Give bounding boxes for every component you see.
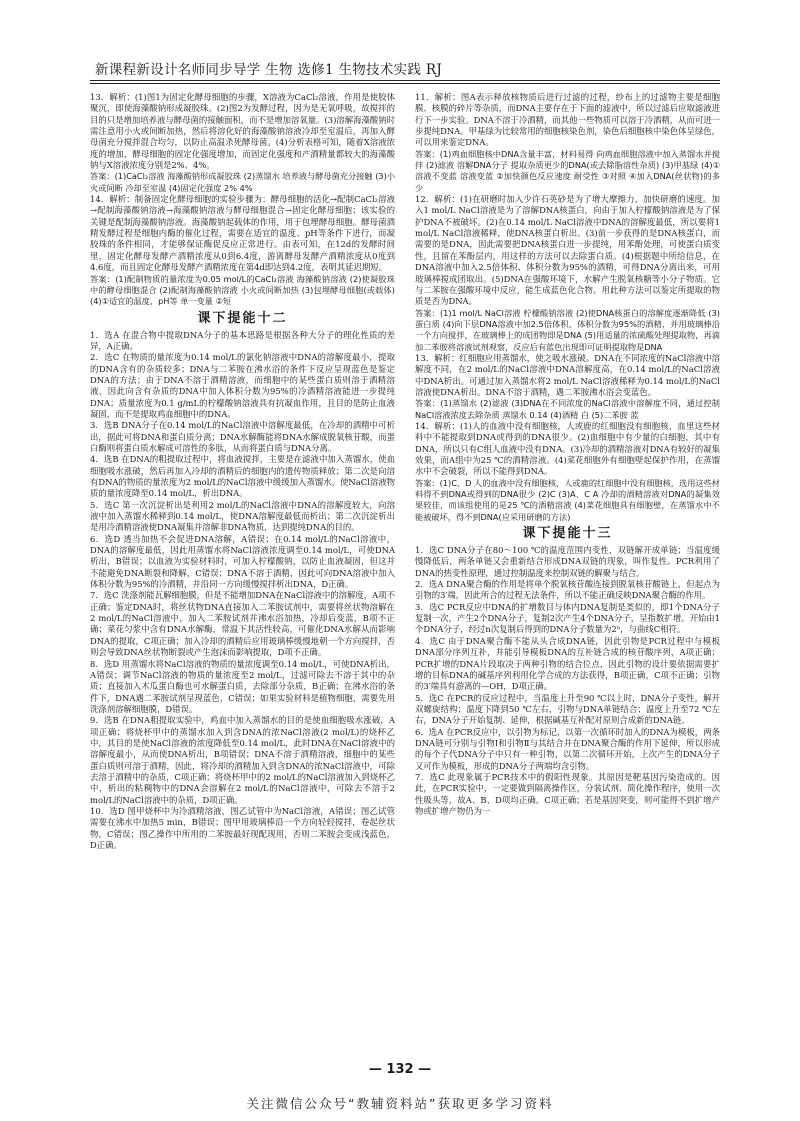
answer-paragraph: 答案：(1)CaCl₂溶液 海藻酸钠形成凝胶珠 (2)蒸馏水 培养液与酵母菌充分接触 (3)小火或间断 冷却至室温 (4)固定化强度 2% 4% [90, 171, 395, 193]
explanation-paragraph: 6．选A 在PCR反应中，以引物为标记，以第一次循环时加入的DNA为模板，两条DNA链可分别与引物Ⅰ和引物Ⅱ与其结合并在DNA聚合酶的作用下延伸，所以形成的每个子代DNA分子中只有一种引物，以第二次循环开始，上次产生的DNA分子又可作为模板，形成的DNA分子两端均含引物。 [415, 726, 720, 771]
explanation-paragraph: 6．选D 透当加热不会促进DNA溶解，A错误；在0.14 mol/L的NaCl溶液中，DNA的溶解度最低，因此用蒸馏水将NaCl溶液浓度调至0.14 mol/L，可使DNA析出，B错误；以血液为实验材料时，可加入柠檬酸钠，以防止血液凝固，但这并不能避免DNA断裂和降解，C错误；DNA不溶于酒精，因此可向DNA溶液中加入体积分数为95%的冷酒精，并沿同一方向缓慢搅拌析出DNA，D正确。 [90, 533, 395, 590]
header-rule-top [90, 80, 720, 81]
explanation-paragraph: 5．选C 在PCR的反应过程中，当温度上升至90 ℃以上时，DNA分子变性，解开双螺旋结构；温度下降到50 ℃左右，引物与DNA单链结合；温度上升至72 ℃左右，DNA分子开始复制、延伸，根据碱基互补配对原则合成新的DNA链。 [415, 692, 720, 726]
footer-note: 关注微信公众号“教辅资料站”获取更多学习资料 [246, 1096, 554, 1111]
running-header: 新课程新设计名师同步导学 生物 选修1 生物技术实践 RJ [95, 62, 443, 78]
explanation-paragraph: 1．选C DNA分子在80～100 ℃的温度范围内变性，双链解开成单链；当温度缓慢降低后，两条单链又会重新结合形成DNA双链的现象，叫作复性。PCR利用了DNA的热变性原理，通过控制温度来控制双链的解聚与结合。 [415, 545, 720, 578]
explanation-paragraph: 14．解析：(1)人的血液中没有细胞核，人或鹿的红细胞没有细胞核，血里这些材料中不能提取到DNA或得到的DNA很少。(2)血细胞中有少量的白细胞，其中有DNA，所以只有C组人血液中没有DNA。(3)冷却的酒精溶液对DNA有较好的凝集效果，而A组中为25 ℃的酒精溶液。(4)菜花细胞外有细胞壁起保护作用，在蒸馏水中不会破裂，所以不能得到DNA。 [415, 420, 720, 477]
explanation-paragraph: 10．选D 图甲烧杯中为冷酒精溶液，图乙试管中为NaCl溶液，A错误；图乙试管需要在沸水中加热5 min，B错误；图甲用玻璃棒沿一个方向轻轻搅拌，卷起丝状物，C错误；图乙操作中所用的二苯胺最好现配现用，否则二苯胺会变成浅蓝色，D正确。 [90, 805, 395, 850]
explanation-paragraph: 4．选C 由于DNA聚合酶不能从头合成DNA链，因此引物是PCR过程中与模板DNA部分序列互补，并能引导模板DNA的互补链合成的核苷酸序列，A项正确；PCR扩增的DNA片段取决于两种引物的结合位点，因此引物的设计要依据需要扩增的目标DNA的碱基序列利用化学合成的方法获得，B项正确，C项不正确；引物的3′端具有游离的—OH，D项正确。 [415, 635, 720, 692]
explanation-paragraph: 4．选B 在DNA的粗提取过程中，将血液搅拌，主要是在滤液中加入蒸馏水，使血细胞吸水涨破，然后再加入冷却的酒精后的细胞内的遗传物质释放；第二次是向溶有DNA的物质的量浓度为2 mol/L的NaCl溶液中缓缓加入蒸馏水，使NaCl溶液物质的量浓度降至0.14 mol/L，析出DNA。 [90, 454, 395, 499]
explanation-paragraph: 13．解析：(1)图1为固定化酵母细胞的步骤，X溶液为CaCl₂溶液，作用是使胶体聚沉，即使海藻酸钠形成凝胶珠。(2)图2为发酵过程，因为是无氧呼吸，故搅拌的目的只是增加培养液与酵母菌的接触面积，而不是增加溶氧量。(3)溶解海藻酸钠时需注意用小火或间断加热，然后将溶化好的海藻酸钠溶液冷却至室温后，再加入酵母菌充分搅拌混合均匀，以防止高温杀死酵母菌。(4)分析表格可知，随着X溶液浓度的增加，酵母细胞的固定化强度增加，而固定化强度和产酒精量都较大的海藻酸钠与X溶液浓度分别是2%、4%。 [90, 92, 395, 171]
explanation-paragraph: 3．选C PCR反应中DNA的扩增数目与体内DNA复制是类似的，即1个DNA分子复制一次，产生2个DNA分子，复制2次产生4个DNA分子，呈指数扩增。开始由1个DNA分子，经过n次复制后得到的DNA分子数量为2ⁿ，与曲线C相符。 [415, 601, 720, 635]
section-heading: 课下提能十三 [522, 526, 613, 542]
explanation-paragraph: 12．解析：(1)在研磨时加入少许石英砂是为了增大摩擦力，加快研磨的速度。加入1 mol/L NaCl溶液是为了溶解DNA核蛋白，向由于加入柠檬酸钠溶液是为了保护DNA不被破坏。(2)在0.14 mol/L NaCl溶液中DNA的溶解度最低，所以要将1 mol/L NaCl溶液稀释，使DNA核蛋白析出。(3)前一步获得的是DNA核蛋白，而需要的是DNA，因此需要把DNA核蛋白进一步提纯，用苯酚处理，可使蛋白质变性，且留在苯酚层内，用这样的方法可以去除蛋白质。(4)根据题中所给信息，在DNA溶液中加入2.5倍体积、体积分数为95%的酒精，可得DNA分离出来，可用玻璃棒搅成团取出。(5)DNA在强酸环境下，水解产生脱氧核糖等小分子物质。它与二苯胺在强酸环境中反应，能生成蓝色化合物。用此种方法可以鉴定所提取的物质是否为DNA。 [415, 194, 720, 307]
explanation-paragraph: 13．解析：红细胞应用蒸馏水，使之吸水涨破。DNA在不同浓度的NaCl溶液中溶解度不同，在2 mol/L的NaCl溶液中DNA溶解度高，在0.14 mol/L的NaCl溶液中DNA析出。可通过加入蒸馏水将2 mol/L NaCl溶液稀释为0.14 mol/L的NaCl溶液使DNA析出。DNA不溶于酒精，遇二苯胺沸水浴会变蓝色。 [415, 352, 720, 397]
right-column [415, 92, 720, 1092]
page-number: — 132 — [368, 1062, 432, 1077]
explanation-paragraph: 11．解析：图A表示释放核物质后进行过滤的过程，纱布上的过滤物主要是细胞膜、核膜的碎片等杂质，而DNA主要存在于下面的滤液中，所以过滤后应取滤液进行下一步实验。DNA不溶于冷酒精，而其他一些物质可以溶于冷酒精，从而可进一步提纯DNA。甲基绿为比较常用的细胞核染色剂，染色后细胞核中染色体呈绿色，可以用来鉴定DNA。 [415, 92, 720, 148]
explanation-paragraph: 5．选C 第一次沉淀析出是利用2 mol/L的NaCl溶液中DNA的溶解度较大，向溶液中加入蒸馏水稀释到0.14 mol/L，使DNA溶解度最低而析出；第二次沉淀析出是用冷酒精溶液使DNA凝集并溶解非DNA物质，达到提纯DNA的目的。 [90, 499, 395, 533]
explanation-paragraph: 14．解析：制备固定化酵母细胞的实验步骤为：酵母细胞的活化→配制CaCl₂溶液→配制海藻酸钠溶液→海藻酸钠溶液与酵母细胞混合→固定化酵母细胞；该实验的关键是配制海藻酸钠溶液。海藻酸钠起载体的作用，用于包埋酵母细胞。酵母菌酒精发酵过程是细胞内酶的催化过程，需要在适宜的温度、pH等条件下进行，而凝胶珠的条件相同，才能够保证酶促反应正常进行。由表可知，在12d的发酵时间里，固定化酵母发酵产酒精浓度从0到6.4度，游离酵母发酵产酒精浓度从0度到4.6度，而且固定化酵母发酵产酒精浓度在第4d即达到4.2度，表明其延迟期短。 [90, 194, 395, 273]
explanation-paragraph: 2．选A DNA聚合酶的作用是将单个脱氧核苷酸连接到脱氧核苷酸链上，但起点为引物的3′端，因此所合的过程无法条件，所以不能正确反映DNA聚合酶的作用。 [415, 579, 720, 601]
answer-paragraph: 答案：(1)C、D 人的血液中没有细胞核，人或鹿的红细胞中没有细胞核，选用这些材料得不到DNA或得到的DNA很少 (2)C (3)A、C A 冷却的酒精溶液对DNA的凝集效果较佳，而该组使用的是25 ℃的酒精溶液 (4)菜花细胞具有细胞壁，在蒸馏水中不能被破坏，得不到DNA(应采用研磨的方法) [415, 477, 720, 522]
explanation-paragraph: 2．选C 在物质的量浓度为0.14 mol/L的氯化钠溶液中DNA的溶解度最小，提取的DNA含有的杂质较多；DNA与二苯胺在沸水浴的条件下反应呈现蓝色是鉴定DNA的方法；由于DNA不溶于酒精溶液，而细胞中的某些蛋白质则溶于酒精溶液，因此向含有杂质的DNA中加入体积分数为95%的冷酒精溶液能进一步提纯DNA；质量浓度为0.1 g/mL的柠檬酸钠溶液具有抗凝血作用，且目的是防止血液凝固，而不是提取鸡血细胞中的DNA。 [90, 352, 395, 419]
answer-paragraph: 答案：(1)蒸馏水 (2)滤液 (3)DNA在不同浓度的NaCl溶液中溶解度不同，通过控制NaCl溶液浓度去除杂质 蒸馏水 0.14 (4)酒精 白 (5)二苯胺 蓝 [415, 398, 720, 420]
section-heading: 课下提能十二 [197, 310, 288, 326]
explanation-paragraph: 9．选B 在DNA粗提取实验中，鸡血中加入蒸馏水的目的是使血细胞吸水涨破，A项正确；将烧杯甲中的蒸馏水加入到含DNA的浓NaCl溶液(2 mol/L)的烧杯乙中，其目的是使NaCl溶液的浓度降低至0.14 mol/L，此时DNA在NaCl溶液中的溶解度最小，从而使DNA析出，B项错误；DNA不溶于酒精溶液，细胞中的某些蛋白质则可溶于酒精，因此，将冷却的酒精加入到含DNA的浓NaCl溶液中，可除去溶于酒精中的杂质，C项正确；将烧杯甲中的2 mol/L的NaCl溶液加入到烧杯乙中，析出的粘稠物中的DNA会溶解在2 mol/L的NaCl溶液中，可除去不溶于2 mol/L的NaCl溶液中的杂质，D项正确。 [90, 715, 395, 805]
left-column [90, 92, 395, 1092]
answer-paragraph: 答案：(1)1 mol/L NaCl溶液 柠檬酸钠溶液 (2)使DNA核蛋白的溶解度逐渐降低 (3)蛋白质 (4)向下层DNA溶液中加2.5倍体积、体积分数为95%的酒精，并用玻璃棒沿一个方向搅拌，在玻璃棒上的成团物即是DNA (5)用适量的浓硫酸处理提取物，再滴加二苯胺将溶液试剂观察，反应后有蓝色出现即可证明提取物是DNA [415, 307, 720, 352]
answer-paragraph: 答案：(1)鸡血细胞核中DNA含量丰富，材料易得 向鸡血细胞溶液中加入蒸馏水并搅拌 (2)滤液 溶解DNA分子 提取杂质更少的DNA(或去除脂溶性杂质) (3)甲基绿 (4)①溶液不变蓝 溶液变蓝 ②加快颜色反应速度 耐受性 ③对照 ④加入DNA(丝状物)的多少 [415, 148, 720, 193]
explanation-paragraph: 7．选C 此现象属于PCR技术中的假阳性现象。其原因是靶基因污染造成的。因此，在PCR实验中，一定要做到隔离操作区，分装试剂、简化操作程序，使用一次性吸头等，故A、B、D项均正确。C项正确；若是基因突变，则可能得不到扩增产物或扩增产物仍为一 [415, 771, 720, 816]
explanation-paragraph: 8．选D 用蒸馏水将NaCl溶液的物质的量浓度调至0.14 mol/L，可使DNA析出，A错误；调节NaCl溶液的物质的量浓度至2 mol/L，过滤可除去不溶于其中的杂质；直接加入木瓜蛋白酶也可水解蛋白质，去除部分杂质，B正确；在沸水浴的条件下，DNA遇二苯胺试剂呈现蓝色，C错误；如果实验材料是植物细胞，需要先用洗涤剂溶解细胞膜，D错误。 [90, 658, 395, 714]
header-rule-bottom [90, 83, 720, 84]
explanation-paragraph: 3．选B DNA分子在0.14 mol/L的NaCl溶液中溶解度最低，在冷却的酒精中可析出，据此可将DNA和蛋白质分离；DNA水解酶能将DNA水解成脱氧核苷酸，而蛋白酶则将蛋白质水解成可溶性的多肽，从而将蛋白质与DNA分离。 [90, 420, 395, 453]
explanation-paragraph: 1．选A 在混合物中提取DNA分子的基本思路是根据各种大分子的理化性质的差异，A正确。 [90, 329, 395, 351]
explanation-paragraph: 7．选C 洗涤剂能瓦解细胞膜，但是不能增加DNA在NaCl溶液中的溶解度，A项不正确；鉴定DNA时，将丝状物DNA直接加入二苯胺试剂中，需要将丝状物溶解在2 mol/L的NaCl溶液中，加入二苯胺试剂并沸水浴加热，冷却后变蓝，B项不正确；菜花匀浆中含有DNA水解酶，常温下其活性较高，可催化DNA水解从而影响DNA的提取，C项正确；加入冷却的酒精后应用玻璃棒缓慢地朝一个方向搅拌，否则会导致DNA丝状物断裂或产生泡沫而影响提取，D项不正确。 [90, 590, 395, 658]
answer-paragraph: 答案：(1)配制物质的量浓度为0.05 mol/L的CaCl₂溶液 海藻酸钠溶液 (2)使凝胶珠中的酵母细胞混合 (2)配制海藻酸钠溶液 小火或间断加热 (3)包埋酵母细胞(或载体) (4)①适宜的温度，pH等 单一变量 ②短 [90, 273, 395, 307]
